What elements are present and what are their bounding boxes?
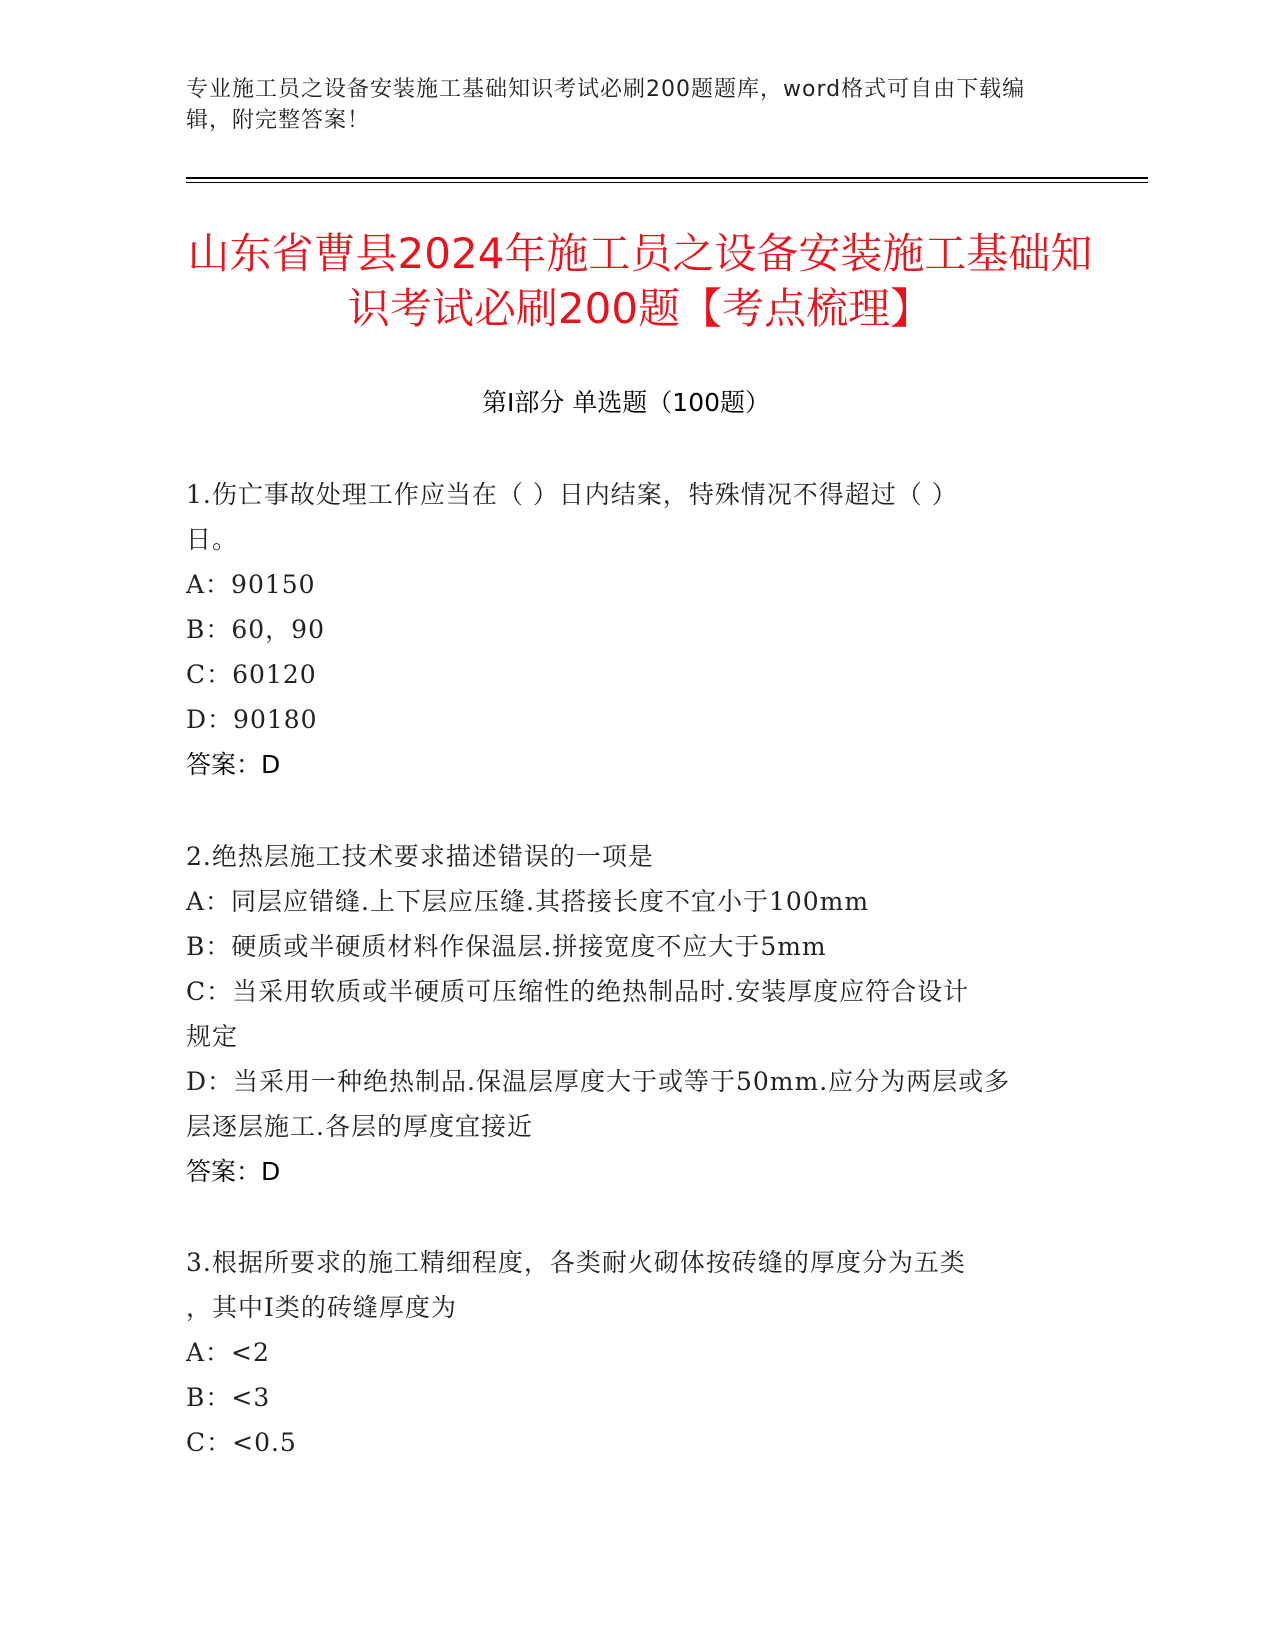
option-a: A：<2 bbox=[186, 1338, 270, 1367]
document-title: 山东省曹县2024年施工员之设备安装施工基础知识考试必刷200题【考点梳理】 bbox=[187, 229, 1093, 333]
question-3 bbox=[186, 1240, 1076, 1465]
question-stem-continued: ，其中Ⅰ类的砖缝厚度为 bbox=[186, 1293, 457, 1322]
header-divider-thin bbox=[186, 182, 1148, 183]
option-c: C：当采用软质或半硬质可压缩性的绝热制品时.安装厚度应符合设计 bbox=[186, 977, 970, 1006]
question-1 bbox=[186, 472, 1076, 787]
answer-label: 答案：D bbox=[186, 750, 281, 779]
header-divider-thick bbox=[186, 177, 1148, 179]
option-a: A：同层应错缝.上下层应压缝.其搭接长度不宜小于100mm bbox=[186, 887, 870, 916]
option-c-continued: 规定 bbox=[186, 1022, 239, 1051]
question-stem: 1.伤亡事故处理工作应当在（ ）日内结案，特殊情况不得超过（ ） bbox=[186, 480, 958, 509]
option-d: D：90180 bbox=[186, 705, 318, 734]
option-d-continued: 层逐层施工.各层的厚度宜接近 bbox=[186, 1112, 533, 1141]
question-2 bbox=[186, 834, 1076, 1194]
option-c: C：60120 bbox=[186, 660, 317, 689]
option-d: D：当采用一种绝热制品.保温层厚度大于或等于50mm.应分为两层或多 bbox=[186, 1067, 1011, 1096]
question-stem: 3.根据所要求的施工精细程度，各类耐火砌体按砖缝的厚度分为五类 bbox=[186, 1248, 966, 1277]
option-b: B：60，90 bbox=[186, 615, 325, 644]
option-b: B：硬质或半硬质材料作保温层.拼接宽度不应大于5mm bbox=[186, 932, 827, 961]
header-note: 专业施工员之设备安装施工基础知识考试必刷200题题库，word格式可自由下载编辑，附完整答案！ bbox=[186, 77, 1026, 133]
option-a: A：90150 bbox=[186, 570, 316, 599]
question-stem-continued: 日。 bbox=[186, 525, 239, 554]
section-title: 第Ⅰ部分 单选题（100题） bbox=[481, 388, 771, 417]
question-stem: 2.绝热层施工技术要求描述错误的一项是 bbox=[186, 842, 654, 871]
answer-label: 答案：D bbox=[186, 1157, 281, 1186]
option-c: C：<0.5 bbox=[186, 1428, 297, 1457]
option-b: B：<3 bbox=[186, 1383, 271, 1412]
